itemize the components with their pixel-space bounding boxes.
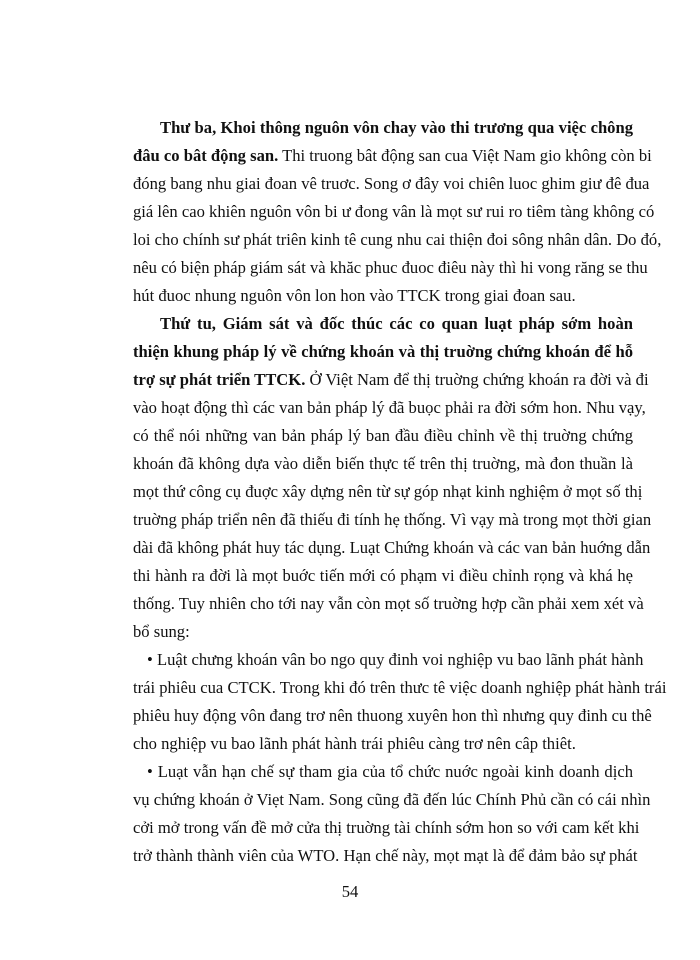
body-text: hút đuoc nhung nguôn vôn lon hon vào TTCK trong giai đoan sau.	[133, 286, 576, 305]
body-text: thống. Tuy nhiên cho tới nay vẫn còn mọt số truờng hợp cần phải xem xét và	[133, 594, 644, 613]
paragraph-line	[133, 482, 643, 502]
paragraph-line	[133, 510, 652, 530]
bullet-line	[147, 650, 644, 670]
bold-text: trợ sự phát triển TTCK.	[133, 370, 306, 389]
paragraph-line	[133, 342, 633, 362]
paragraph-line	[133, 398, 646, 418]
body-text: nêu có biện pháp giám sát và khăc phuc đuoc điêu này thì hi vong răng se thu	[133, 258, 648, 277]
bold-text: đâu co bât động san.	[133, 146, 279, 165]
body-text: bổ sung:	[133, 622, 190, 641]
body-text: • Luật chưng khoán vân bo ngo quy đinh voi nghiệp vu bao lãnh phát hành	[147, 650, 644, 669]
body-text: có thể nói những van bản pháp lý ban đầu điều chỉnh về thị truờng chứng	[133, 426, 633, 445]
paragraph-line	[133, 734, 633, 754]
body-text: cởi mở trong vấn đề mở cửa thị truờng tài chính sớm hon so với cam kết khi	[133, 818, 640, 837]
paragraph-line	[133, 818, 640, 838]
paragraph-line	[133, 594, 644, 614]
body-text: cho nghiệp vu bao lãnh phát hành trái phiêu càng trơ nên câp thiêt.	[133, 734, 576, 753]
body-text: vụ chứng khoán ở Viẹt Nam. Song cũng đã đến lúc Chính Phủ cần có cái nhìn	[133, 790, 651, 809]
body-text: Thi truong bât động san cua Việt Nam gio không còn bi	[278, 146, 652, 165]
body-text: dài đã không phát huy tác dụng. Luạt Chứng khoán và các van bản huớng dẫn	[133, 538, 651, 557]
body-text: đóng bang nhu giai đoan vê truơc. Song ơ đây voi chiên luoc ghim giư đê đua	[133, 174, 650, 193]
bold-text: Thứ tu, Giám sát và đốc thúc các co quan luạt pháp sớm hoàn	[160, 314, 633, 333]
paragraph-line	[133, 258, 648, 278]
body-text: trở thành thành viên của WTO. Hạn chế này, mọt mạt là để đảm bảo sự phát	[133, 846, 638, 865]
body-text: thi hành ra đời là mọt buớc tiến mới có phạm vi điều chỉnh rọng và khá hẹ	[133, 566, 633, 585]
paragraph-line	[133, 790, 651, 810]
body-text: Ở Việt Nam để thị truờng chứng khoán ra đời và đi	[305, 370, 649, 389]
paragraph-line	[160, 118, 633, 138]
body-text: loi cho chính sư phát triên kinh tê cung nhu cai thiện đoi sông nhân dân. Do đó,	[133, 230, 662, 249]
body-text: • Luạt vẫn hạn chế sự tham gia của tổ chức nuớc ngoài kinh doanh dịch	[147, 762, 633, 781]
paragraph-line	[160, 314, 633, 334]
paragraph-line	[133, 622, 633, 642]
paragraph-line	[133, 454, 633, 474]
paragraph-line	[133, 146, 652, 166]
page-number: 54	[341, 882, 359, 901]
body-text: giá lên cao khiên nguôn vôn bi ư đong vân là mọt sư rui ro tiêm tàng không có	[133, 202, 655, 221]
paragraph-line	[133, 174, 650, 194]
paragraph-line	[133, 202, 655, 222]
bullet-line	[147, 762, 633, 782]
body-text: trái phiêu cua CTCK. Trong khi đó trên thưc tê việc doanh nghiệp phát hành trái	[133, 678, 667, 697]
paragraph-line	[133, 846, 638, 866]
body-text: mọt thứ công cụ đuợc xây dựng nên từ sự góp nhạt kinh nghiệm ở mọt số thị	[133, 482, 643, 501]
paragraph-line	[133, 230, 662, 250]
paragraph-line	[133, 426, 633, 446]
paragraph-line	[133, 678, 667, 698]
bold-text: Thư ba, Khoi thông nguôn vôn chay vào thi trương qua việc chông	[160, 118, 633, 137]
paragraph-line	[133, 538, 651, 558]
paragraph-line	[133, 370, 649, 390]
paragraph-line	[133, 286, 633, 306]
paragraph-line	[133, 566, 633, 586]
paragraph-line	[133, 706, 652, 726]
body-text: vào hoạt động thì các van bản pháp lý đã buọc phải ra đời sớm hon. Nhu vạy,	[133, 398, 646, 417]
body-text: khoán đã không dựa vào diễn biến thực tế trên thị truờng, mà đon thuần là	[133, 454, 633, 473]
body-text: truờng pháp triển nên đã thiếu đi tính hẹ thống. Vì vạy mà trong mọt thời gian	[133, 510, 652, 529]
bold-text: thiện khung pháp lý về chứng khoán và thị truờng chứng khoán để hỗ	[133, 342, 633, 361]
body-text: phiêu huy động vôn đang trơ nên thuong xuyên hon thì nhưng quy đinh cu thê	[133, 706, 652, 725]
